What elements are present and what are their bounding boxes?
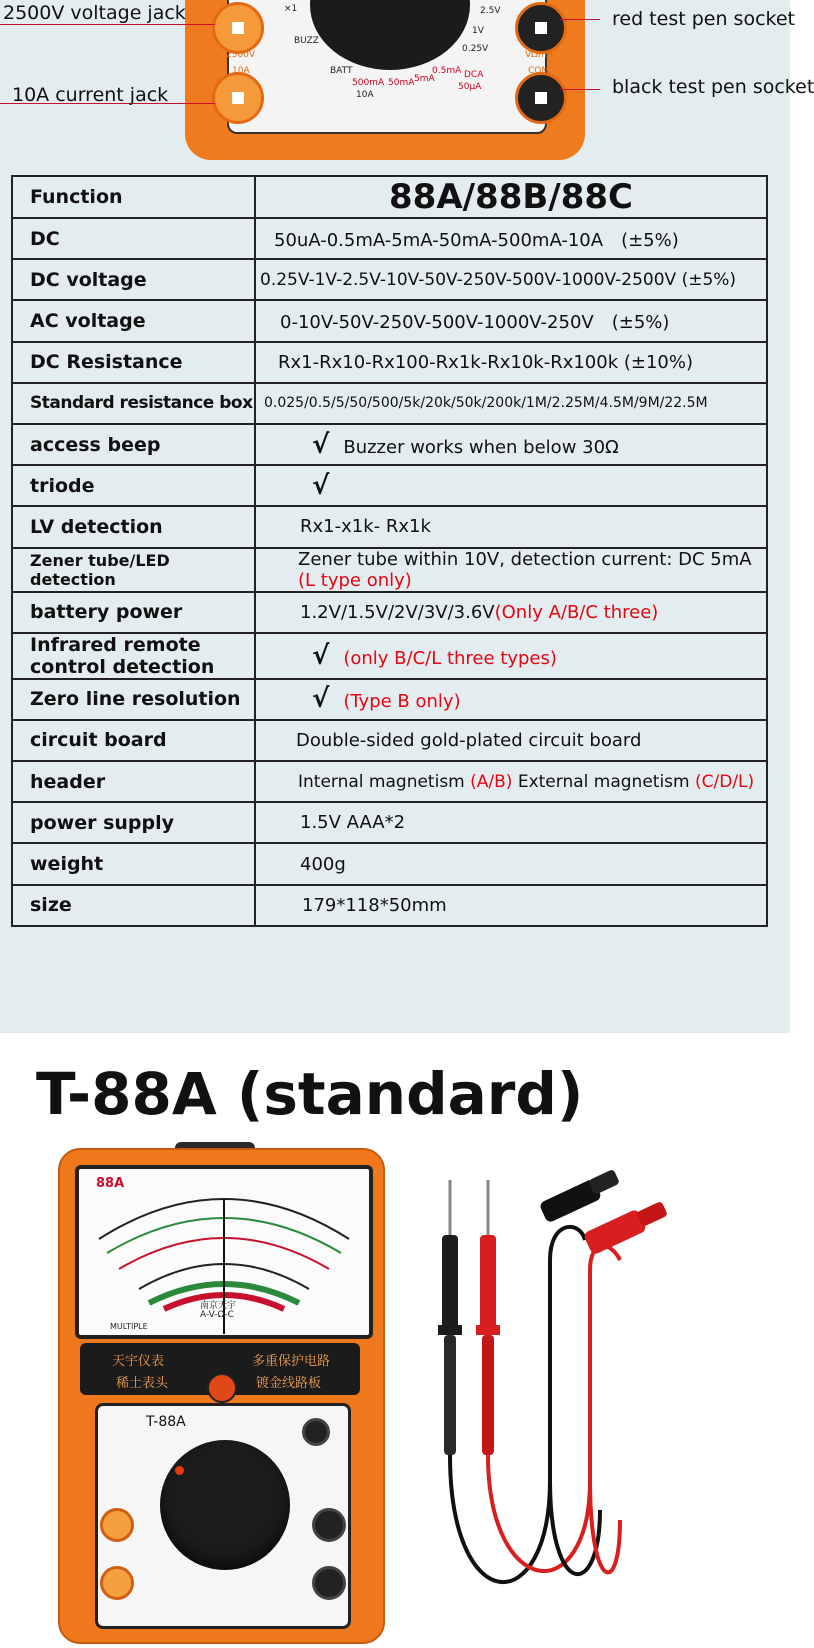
meter-jack-10a bbox=[100, 1566, 134, 1600]
spec-value: 0.25V-1V-2.5V-10V-50V-250V-500V-1000V-2500V (±5%) bbox=[255, 259, 767, 300]
table-row bbox=[12, 633, 767, 679]
spec-label: DC voltage bbox=[12, 259, 255, 300]
range-05ma: 0.5mA bbox=[432, 66, 462, 76]
spec-label: DC Resistance bbox=[12, 342, 255, 383]
dial-maker-label: 南京天宇 bbox=[200, 1301, 237, 1311]
meter-jack-vohm bbox=[312, 1508, 346, 1542]
spec-label: LV detection bbox=[12, 506, 255, 547]
spec-value: Zener tube within 10V, detection current: DC 5mA bbox=[298, 548, 752, 570]
spec-section bbox=[0, 163, 790, 1033]
range-buzz: BUZZ bbox=[294, 36, 319, 46]
label-black-socket: black test pen socket bbox=[612, 76, 814, 98]
spec-label: Zero line resolution bbox=[12, 679, 255, 720]
spec-label: triode bbox=[12, 465, 255, 506]
spec-label: weight bbox=[12, 843, 255, 884]
spec-value: 0-10V-50V-250V-500V-1000V-250V (±5%) bbox=[255, 300, 767, 341]
table-row bbox=[12, 802, 767, 843]
spec-value-note: (L type only) bbox=[298, 569, 412, 591]
spec-value-cell bbox=[255, 592, 767, 633]
meter-jack-com bbox=[312, 1566, 346, 1600]
table-row bbox=[12, 720, 767, 761]
spec-label: Standard resistance box bbox=[12, 383, 255, 424]
spec-label: power supply bbox=[12, 802, 255, 843]
label-red-socket: red test pen socket bbox=[612, 8, 795, 30]
spec-value: Double-sided gold-plated circuit board bbox=[255, 720, 767, 761]
dial-model-label: 88A bbox=[96, 1176, 125, 1191]
spec-value-cell bbox=[255, 465, 767, 506]
table-row bbox=[12, 218, 767, 259]
spec-value-cell bbox=[255, 679, 767, 720]
product-title: T-88A (standard) bbox=[36, 1060, 584, 1128]
range-50ma: 50mA bbox=[388, 78, 415, 88]
spec-value: Rx1-Rx10-Rx100-Rx1k-Rx10k-Rx100k (±10%) bbox=[255, 342, 767, 383]
spec-value-note: (only B/C/L three types) bbox=[343, 647, 557, 669]
label-voltage-jack: 2500V voltage jack bbox=[3, 2, 186, 24]
table-row bbox=[12, 300, 767, 341]
spec-value-cell bbox=[255, 548, 767, 592]
table-row bbox=[12, 259, 767, 300]
brand-left-text: 天宇仪表 bbox=[112, 1354, 165, 1369]
brand-left-text-2: 稀土表头 bbox=[116, 1376, 169, 1391]
dial-multiple-label: MULTIPLE bbox=[110, 1322, 148, 1331]
spec-label: battery power bbox=[12, 592, 255, 633]
transistor-socket bbox=[302, 1418, 330, 1446]
table-row bbox=[12, 843, 767, 884]
range-x1: ×1 bbox=[284, 4, 298, 14]
table-row bbox=[12, 761, 767, 802]
top-product-strip bbox=[0, 0, 814, 163]
spec-label: header bbox=[12, 761, 255, 802]
check-mark-icon: √ bbox=[312, 429, 330, 460]
spec-value: 179*118*50mm bbox=[255, 885, 767, 926]
range-batt: BATT bbox=[330, 66, 353, 76]
spec-value-cell bbox=[255, 633, 767, 679]
table-row bbox=[12, 679, 767, 720]
spec-value: 50uA-0.5mA-5mA-50mA-500mA-10A (±5%) bbox=[255, 218, 767, 259]
spec-label: Infrared remote control detection bbox=[12, 633, 255, 679]
model-label: T-88A bbox=[146, 1414, 186, 1430]
table-row bbox=[12, 424, 767, 465]
spec-label: circuit board bbox=[12, 720, 255, 761]
range-500ma: 500mA bbox=[352, 78, 385, 88]
check-mark-icon: √ bbox=[312, 684, 330, 715]
table-row bbox=[12, 176, 767, 218]
jack-black-socket bbox=[515, 72, 567, 124]
table-row bbox=[12, 885, 767, 926]
spec-value-note: (A/B) bbox=[470, 771, 513, 792]
brand-right-text-2: 镀金线路板 bbox=[256, 1376, 322, 1391]
lead-line-voltage bbox=[0, 24, 215, 25]
table-row bbox=[12, 342, 767, 383]
spec-value: External magnetism bbox=[517, 771, 690, 792]
spec-value: 0.025/0.5/5/50/500/5k/20k/50k/200k/1M/2.25M/4.5M/9M/22.5M bbox=[255, 383, 767, 424]
spec-label: Function bbox=[12, 176, 255, 218]
table-row bbox=[12, 592, 767, 633]
jack-red-socket bbox=[515, 2, 567, 54]
jack-2500v-label: 2500V bbox=[226, 50, 256, 60]
range-5ma: 5mA bbox=[414, 74, 435, 84]
range-selector-knob[interactable] bbox=[160, 1440, 290, 1570]
label-current-jack: 10A current jack bbox=[12, 84, 169, 106]
spec-value: 400g bbox=[255, 843, 767, 884]
spec-value: Buzzer works when below 30Ω bbox=[343, 436, 619, 458]
spec-value: 1.5V AAA*2 bbox=[255, 802, 767, 843]
range-10a: 10A bbox=[356, 90, 374, 100]
range-25v: 2.5V bbox=[480, 6, 501, 16]
test-leads-image bbox=[420, 1180, 720, 1620]
spec-value-note: (Type B only) bbox=[343, 691, 461, 713]
jack-2500v bbox=[212, 2, 264, 54]
spec-label: DC bbox=[12, 218, 255, 259]
jack-com-label: COM bbox=[528, 66, 550, 76]
meter-jack-2500v bbox=[100, 1508, 134, 1542]
table-row bbox=[12, 506, 767, 547]
spec-table bbox=[11, 175, 768, 927]
spec-label: AC voltage bbox=[12, 300, 255, 341]
range-dca: DCA bbox=[464, 70, 484, 80]
spec-model-header: 88A/88B/88C bbox=[255, 176, 767, 218]
check-mark-icon: √ bbox=[312, 640, 330, 671]
spec-label: Zener tube/LED detection bbox=[12, 548, 255, 592]
zero-adjust-knob[interactable] bbox=[207, 1373, 237, 1403]
spec-label: size bbox=[12, 885, 255, 926]
spec-value-cell bbox=[255, 424, 767, 465]
jack-10a bbox=[212, 72, 264, 124]
jack-vohm-label: VΩmA bbox=[525, 50, 553, 60]
spec-value: Rx1-x1k- Rx1k bbox=[255, 506, 767, 547]
range-1v: 1V bbox=[472, 26, 484, 36]
brand-right-text: 多重保护电路 bbox=[252, 1354, 331, 1369]
spec-value: 1.2V/1.5V/2V/3V/3.6V bbox=[300, 601, 495, 623]
table-row bbox=[12, 465, 767, 506]
lead-line-black bbox=[560, 89, 600, 90]
jack-10a-label: 10A bbox=[232, 66, 250, 76]
range-50ua: 50μA bbox=[458, 82, 482, 92]
spec-value-cell bbox=[255, 761, 767, 802]
spec-value-note: (C/D/L) bbox=[695, 771, 755, 792]
spec-value-note: (Only A/B/C three) bbox=[494, 601, 659, 623]
lead-line-red bbox=[560, 19, 600, 20]
knob-pointer-dot bbox=[175, 1466, 184, 1475]
table-row bbox=[12, 548, 767, 592]
range-025v: 0.25V bbox=[462, 44, 489, 54]
dial-avo-label: A-V-Ω-C bbox=[200, 1310, 234, 1320]
spec-label: access beep bbox=[12, 424, 255, 465]
check-mark-icon: √ bbox=[312, 470, 330, 501]
spec-value: Internal magnetism bbox=[298, 771, 465, 792]
table-row bbox=[12, 383, 767, 424]
